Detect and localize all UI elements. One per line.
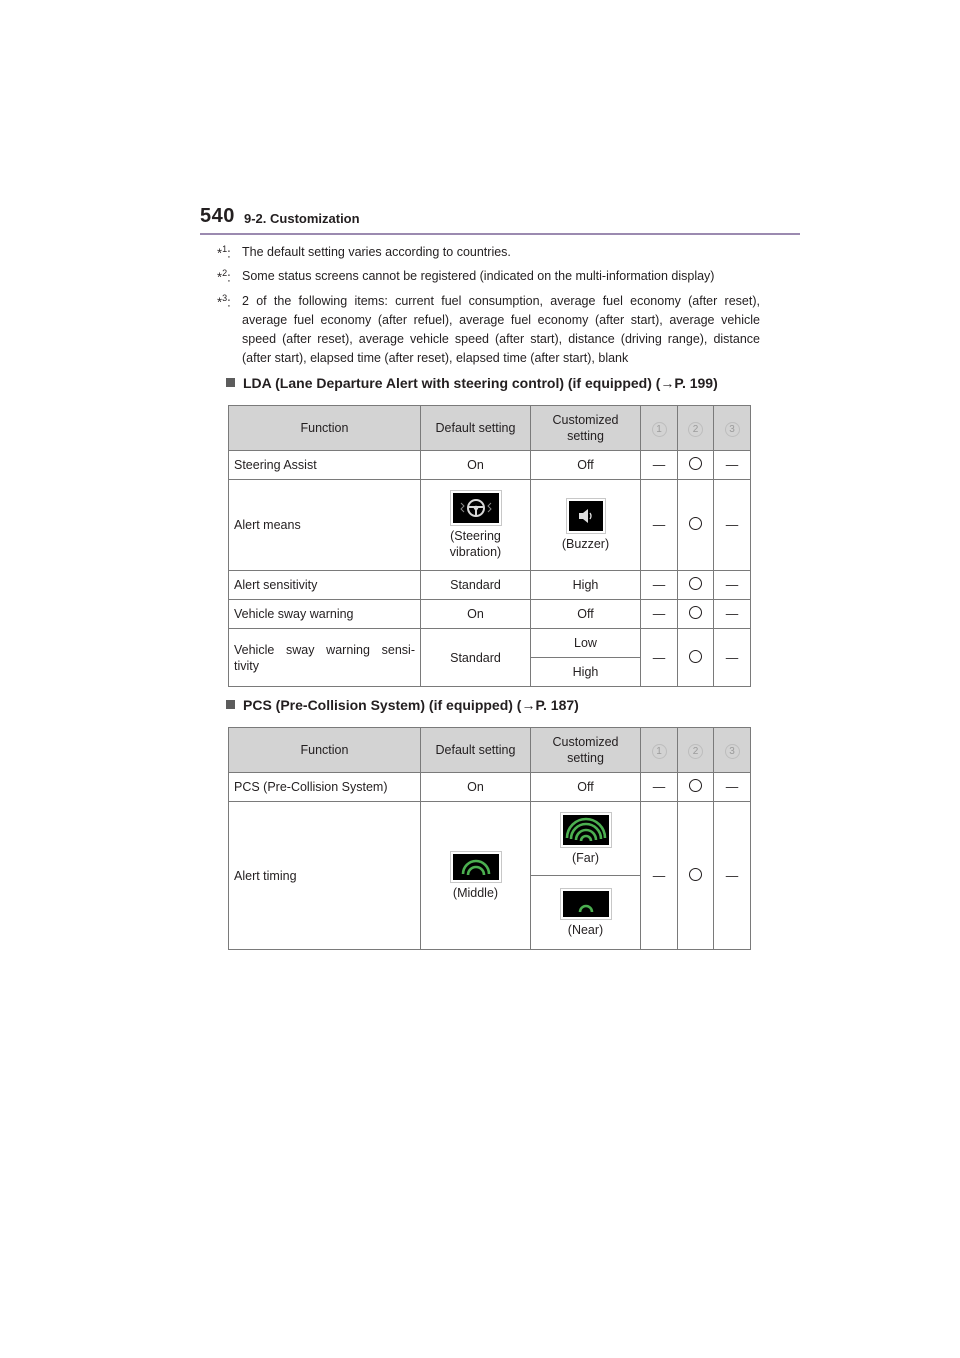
table-row bbox=[229, 629, 751, 658]
circled-number-2-icon: 2 bbox=[688, 422, 703, 437]
bullet-square-icon bbox=[226, 700, 235, 709]
buzzer-display bbox=[566, 498, 606, 534]
custom-cell bbox=[531, 802, 641, 876]
buzzer-label: (Buzzer) bbox=[561, 537, 610, 551]
steering-vibration-label: (Steering vibration) bbox=[449, 529, 502, 559]
lda-heading: LDA (Lane Departure Alert with steering control) (if equipped) (→P. 199) bbox=[226, 375, 718, 391]
col-3 bbox=[714, 406, 751, 451]
dash-mark: — bbox=[641, 480, 678, 571]
page-number: 540 bbox=[200, 205, 235, 227]
near-label: (Near) bbox=[567, 922, 604, 937]
dash-mark: — bbox=[714, 773, 751, 802]
dash-mark: — bbox=[641, 629, 678, 687]
arc-middle-icon bbox=[453, 854, 499, 880]
dash-mark: — bbox=[714, 451, 751, 480]
default-cell: On bbox=[421, 773, 531, 802]
page-header bbox=[200, 205, 800, 235]
custom-cell: Off bbox=[531, 773, 641, 802]
middle-label: (Middle) bbox=[452, 885, 499, 900]
arc-far-icon bbox=[563, 815, 609, 845]
function-cell: Alert means bbox=[229, 480, 421, 571]
dash-mark: — bbox=[641, 571, 678, 600]
footnote-text: 2 of the following items: current fuel consumption, average fuel economy (after reset), average fuel economy (after refuel), average fuel economy (after start), average vehicle speed (after reset), average vehicle speed (after start), distance (driving range), distance (after start), elapsed time (after reset), elapsed time (after start), blank bbox=[242, 294, 760, 365]
dash-mark: — bbox=[714, 480, 751, 571]
table-header-row bbox=[229, 728, 751, 773]
far-timing-display bbox=[560, 812, 612, 848]
function-cell: Vehicle sway warning sensi-tivity bbox=[229, 629, 421, 687]
col-1 bbox=[641, 728, 678, 773]
speaker-icon bbox=[569, 501, 603, 531]
custom-cell: Low bbox=[531, 629, 641, 658]
footnote-text: The default setting varies according to countries. bbox=[242, 245, 511, 259]
footnote-text: Some status screens cannot be registered (indicated on the multi-information display) bbox=[242, 269, 715, 283]
circled-number-1-icon: 1 bbox=[652, 744, 667, 759]
near-timing-display bbox=[560, 888, 612, 920]
function-cell: Alert timing bbox=[229, 802, 421, 950]
circled-number-2-icon: 2 bbox=[688, 744, 703, 759]
function-cell: Alert sensitivity bbox=[229, 571, 421, 600]
col-2 bbox=[678, 406, 714, 451]
table-row bbox=[229, 571, 751, 600]
circle-mark-icon bbox=[689, 457, 702, 470]
table-row bbox=[229, 802, 751, 876]
dash-mark: — bbox=[641, 773, 678, 802]
circle-mark-icon bbox=[689, 517, 702, 530]
pcs-table bbox=[228, 727, 751, 950]
arc-near-icon bbox=[563, 891, 609, 917]
dash-mark: — bbox=[714, 629, 751, 687]
footnote-2: *$^2$: Some status screens cannot be registered (indicated on the multi-information display) bbox=[200, 267, 760, 286]
pcs-heading: PCS (Pre-Collision System) (if equipped) (→P. 187) bbox=[226, 697, 579, 713]
circled-number-1-icon: 1 bbox=[652, 422, 667, 437]
circle-mark-icon bbox=[689, 606, 702, 619]
default-cell: On bbox=[421, 600, 531, 629]
col-customized: Customized setting bbox=[531, 406, 641, 451]
function-cell: Vehicle sway warning bbox=[229, 600, 421, 629]
footnote-3: *$^3$: 2 of the following items: current fuel consumption, average fuel economy (after reset), average fuel economy (after refuel), average fuel economy (after start), average vehicle speed (after reset), average vehicle speed (after start), distance (driving range), distance (after start), elapsed time (after reset), elapsed time (after start), blank bbox=[200, 292, 760, 368]
header-rule bbox=[200, 233, 800, 235]
steering-vibration-display bbox=[450, 490, 502, 526]
col-default: Default setting bbox=[421, 728, 531, 773]
custom-cell bbox=[531, 480, 641, 571]
table-row bbox=[229, 773, 751, 802]
middle-timing-display bbox=[450, 851, 502, 883]
function-cell: PCS (Pre-Collision System) bbox=[229, 773, 421, 802]
default-cell: Standard bbox=[421, 571, 531, 600]
table-row bbox=[229, 451, 751, 480]
col-customized: Customized setting bbox=[531, 728, 641, 773]
circle-mark-icon bbox=[689, 868, 702, 881]
dash-mark: — bbox=[641, 802, 678, 950]
col-function: Function bbox=[229, 406, 421, 451]
table-row bbox=[229, 480, 751, 571]
footnote-1: *$^1$: The default setting varies according to countries. bbox=[200, 243, 760, 262]
bullet-square-icon bbox=[226, 378, 235, 387]
section-title: 9-2. Customization bbox=[244, 211, 360, 226]
dash-mark: — bbox=[714, 802, 751, 950]
circled-number-3-icon: 3 bbox=[725, 422, 740, 437]
col-3 bbox=[714, 728, 751, 773]
custom-cell: Off bbox=[531, 600, 641, 629]
circle-mark-icon bbox=[689, 779, 702, 792]
table-row bbox=[229, 600, 751, 629]
col-2 bbox=[678, 728, 714, 773]
custom-cell: High bbox=[531, 658, 641, 687]
circled-number-3-icon: 3 bbox=[725, 744, 740, 759]
dash-mark: — bbox=[641, 600, 678, 629]
custom-cell bbox=[531, 876, 641, 950]
default-cell: On bbox=[421, 451, 531, 480]
circle-mark-icon bbox=[689, 577, 702, 590]
dash-mark: — bbox=[641, 451, 678, 480]
lda-table bbox=[228, 405, 751, 687]
custom-cell: High bbox=[531, 571, 641, 600]
dash-mark: — bbox=[714, 600, 751, 629]
custom-cell: Off bbox=[531, 451, 641, 480]
table-header-row bbox=[229, 406, 751, 451]
default-cell bbox=[421, 802, 531, 950]
steering-wheel-icon bbox=[453, 493, 499, 523]
default-cell bbox=[421, 480, 531, 571]
function-cell: Steering Assist bbox=[229, 451, 421, 480]
far-label: (Far) bbox=[571, 850, 600, 865]
default-cell: Standard bbox=[421, 629, 531, 687]
col-default: Default setting bbox=[421, 406, 531, 451]
col-function: Function bbox=[229, 728, 421, 773]
col-1 bbox=[641, 406, 678, 451]
circle-mark-icon bbox=[689, 650, 702, 663]
dash-mark: — bbox=[714, 571, 751, 600]
